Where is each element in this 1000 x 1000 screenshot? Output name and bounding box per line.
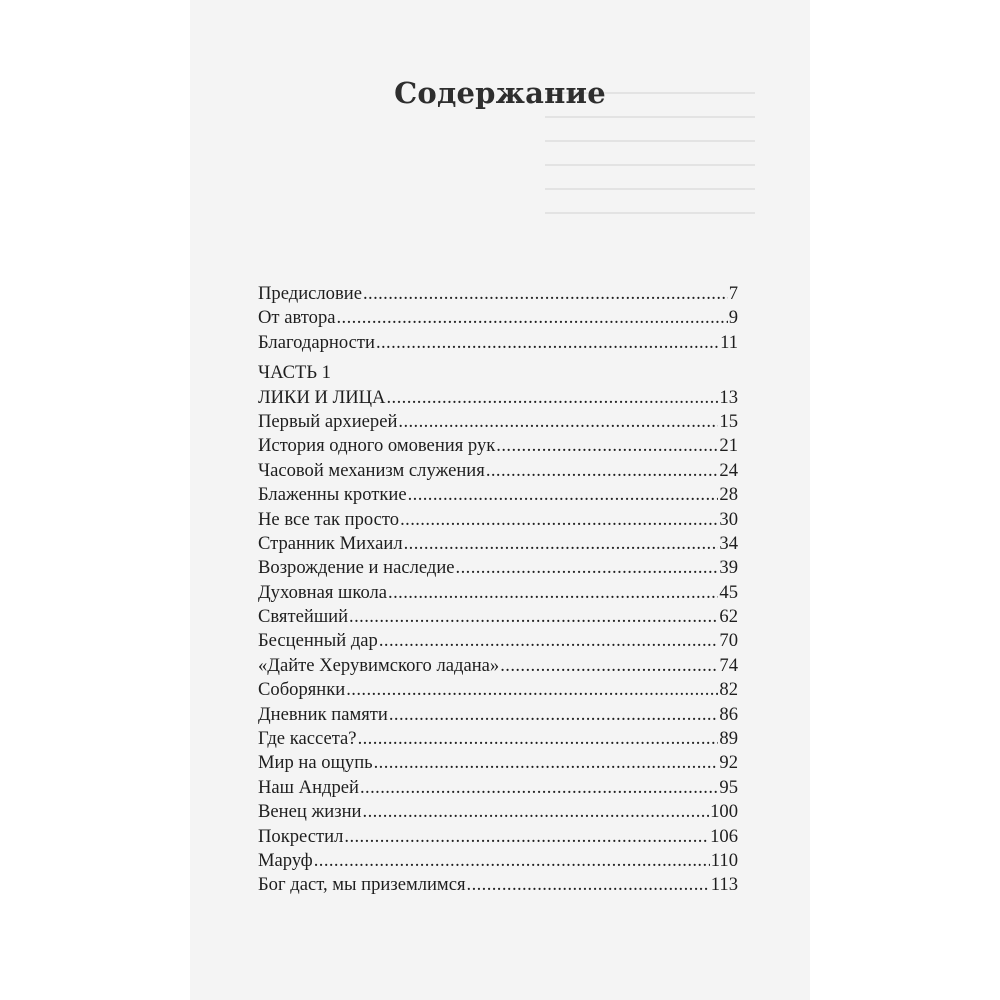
page-title: Содержание <box>394 76 606 110</box>
toc-entry-title: Первый архиерей <box>258 410 398 432</box>
dot-leader <box>467 873 710 897</box>
toc-entry-page-number: 15 <box>719 410 738 432</box>
toc-entry-page-number: 74 <box>719 654 738 676</box>
toc-entry-page-number: 28 <box>719 484 738 506</box>
toc-entry-title: Не все так просто <box>258 508 400 530</box>
dot-leader <box>358 727 719 751</box>
toc-entry <box>258 532 738 556</box>
toc-entry <box>258 282 738 306</box>
toc-entry-title: Святейший <box>258 606 349 628</box>
dot-leader <box>346 678 718 702</box>
toc-entry-title: Блаженны кроткие <box>258 484 407 506</box>
dot-leader <box>337 306 728 330</box>
toc-entry <box>258 306 738 330</box>
toc-entry <box>258 825 738 849</box>
dot-leader <box>404 532 719 556</box>
dot-leader <box>486 459 719 483</box>
dot-leader <box>500 654 718 678</box>
dot-leader <box>379 629 719 653</box>
book-page <box>190 0 810 1000</box>
toc-entry-page-number: 95 <box>719 776 738 798</box>
toc-entry <box>258 556 738 580</box>
toc-entry-page-number: 39 <box>719 557 738 579</box>
toc-entry-title: «Дайте Херувимского ладана» <box>258 654 500 676</box>
toc-entry-title: Покрестил <box>258 825 344 847</box>
dot-leader <box>376 331 719 355</box>
toc-entry-title: Благодарности <box>258 331 375 353</box>
toc-entry-title: Где кассета? <box>258 728 357 750</box>
toc-entry-title: Странник Михаил <box>258 532 403 554</box>
toc-entry-title: Мир на ощупь <box>258 752 373 774</box>
toc-entry <box>258 331 738 355</box>
toc-entry-page-number: 92 <box>719 752 738 774</box>
dot-leader <box>389 703 719 727</box>
part-title-row <box>258 386 738 410</box>
dot-leader <box>387 386 719 410</box>
toc-entry-page-number: 9 <box>728 307 738 329</box>
toc-entry-title: Соборянки <box>258 679 346 701</box>
dot-leader <box>344 825 709 849</box>
toc-entry <box>258 703 738 727</box>
toc-entry <box>258 459 738 483</box>
bleed-through-text <box>545 92 755 262</box>
toc-entry-page-number: 24 <box>719 459 738 481</box>
toc-entry <box>258 800 738 824</box>
toc-entry <box>258 776 738 800</box>
toc-entry-page-number: 82 <box>719 679 738 701</box>
toc-entry <box>258 751 738 775</box>
toc-entry-page-number: 86 <box>719 703 738 725</box>
toc-entry <box>258 849 738 873</box>
toc-entry-page-number: 11 <box>720 331 738 353</box>
chapter-list <box>258 410 738 898</box>
dot-leader <box>349 605 718 629</box>
dot-leader <box>314 849 710 873</box>
toc-entry-page-number: 62 <box>719 606 738 628</box>
dot-leader <box>400 508 718 532</box>
toc-entry-title: Наш Андрей <box>258 776 359 798</box>
toc-entry-title: Возрождение и наследие <box>258 557 455 579</box>
dot-leader <box>496 434 718 458</box>
toc-entry-page-number: 30 <box>719 508 738 530</box>
toc-entry-title: Духовная школа <box>258 581 388 603</box>
toc-entry-page-number: 21 <box>719 435 738 457</box>
toc-entry <box>258 508 738 532</box>
toc-entry-title: Бог даст, мы приземлимся <box>258 874 466 896</box>
table-of-contents <box>258 282 738 898</box>
toc-entry-page-number: 106 <box>710 825 738 847</box>
toc-entry-page-number: 45 <box>719 581 738 603</box>
toc-entry-title: История одного омовения рук <box>258 435 496 457</box>
toc-entry-page-number: 34 <box>719 532 738 554</box>
toc-entry <box>258 483 738 507</box>
part-title: ЛИКИ И ЛИЦА <box>258 386 386 408</box>
toc-entry <box>258 873 738 897</box>
toc-entry-title: От автора <box>258 307 336 329</box>
toc-entry <box>258 605 738 629</box>
dot-leader <box>363 800 710 824</box>
dot-leader <box>456 556 719 580</box>
toc-entry-page-number: 110 <box>710 849 738 871</box>
dot-leader <box>398 410 718 434</box>
toc-entry-title: Бесценный дар <box>258 630 378 652</box>
front-matter-list <box>258 282 738 355</box>
dot-leader <box>360 776 718 800</box>
dot-leader <box>408 483 719 507</box>
dot-leader <box>363 282 728 306</box>
toc-entry-title: Предисловие <box>258 283 362 304</box>
toc-entry <box>258 410 738 434</box>
dot-leader <box>388 581 718 605</box>
toc-entry-page-number: 7 <box>728 283 738 304</box>
toc-entry-title: Маруф <box>258 849 313 871</box>
toc-entry <box>258 581 738 605</box>
toc-entry <box>258 727 738 751</box>
toc-entry-page-number: 70 <box>719 630 738 652</box>
toc-entry-title: Дневник памяти <box>258 703 388 725</box>
toc-entry-title: Часовой механизм служения <box>258 459 485 481</box>
part-page-number: 13 <box>719 386 738 408</box>
toc-entry <box>258 678 738 702</box>
part-label: ЧАСТЬ 1 <box>258 362 331 384</box>
toc-entry-page-number: 89 <box>719 728 738 750</box>
toc-entry-title: Венец жизни <box>258 801 362 823</box>
toc-entry <box>258 629 738 653</box>
toc-entry-page-number: 100 <box>710 801 738 823</box>
dot-leader <box>374 751 719 775</box>
toc-entry <box>258 654 738 678</box>
toc-entry <box>258 434 738 458</box>
toc-entry-page-number: 113 <box>710 874 738 896</box>
